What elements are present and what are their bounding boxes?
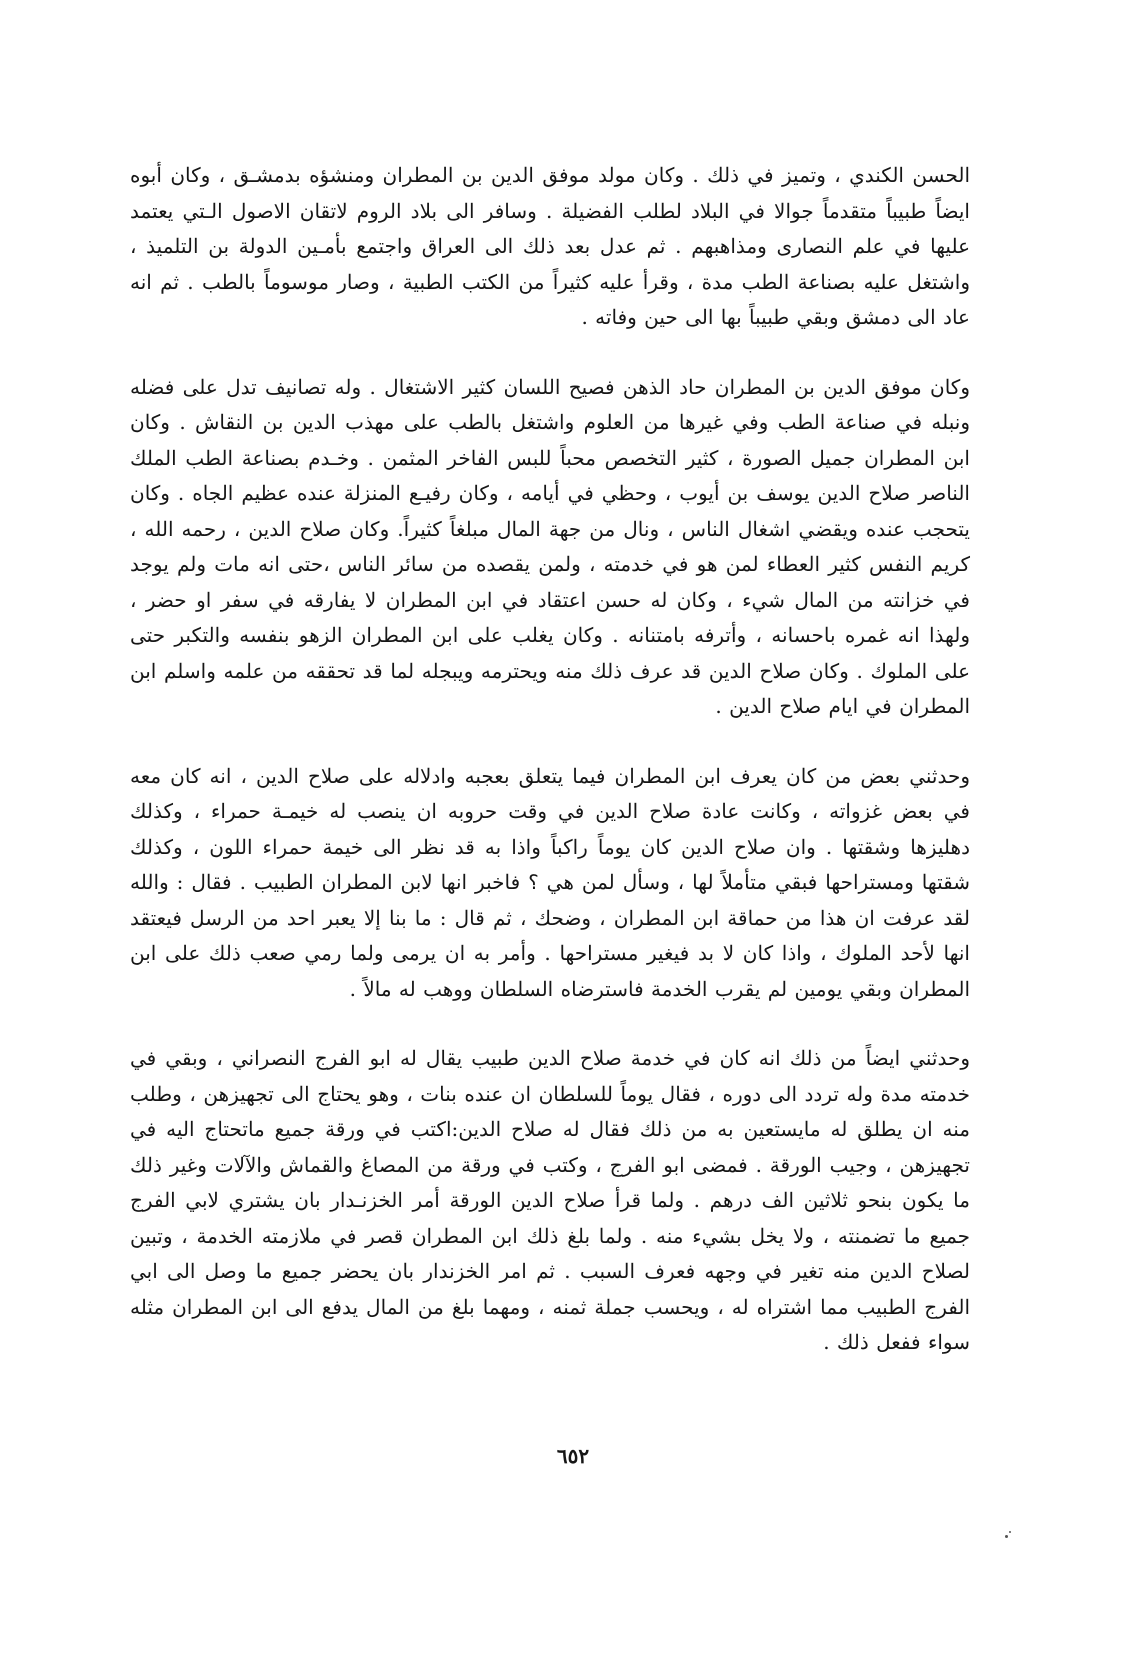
paragraph-3: وحدثني بعض من كان يعرف ابن المطران فيما يتعلق بعجبه وادلاله على صلاح الدين ، انه كان معه في بعض غزواته ، وكانت عادة صلاح الدين في وقت حروبه ان ينصب له خيمـة حمراء ، وكذلك دهليزها وشقتها . وان صلاح الدين كان يوماً راكباً واذا به قد نظر الى خيمة حمراء اللون ، وكذلك شقتها ومستراحها فبقي متأملاً لها ، وسأل لمن هي ؟ فاخبر انها لابن المطران الطبيب . فقال : والله لقد عرفت ان هذا من حماقة ابن المطران ، وضحك ، ثم قال : ما بنا إلا يعبر احد من الرسل فيعتقد انها لأحد الملوك ، واذا كان لا بد فيغير مستراحها . وأمر به ان يرمى ولما رمي صعب ذلك على ابن المطران وبقي يومين لم يقرب الخدمة فاسترضاه السلطان ووهب له مالاً . <box>130 763 970 1001</box>
scan-speck <box>1005 1531 1013 1539</box>
page-number: ٦٥٢ <box>556 1444 590 1468</box>
body-text <box>130 158 970 1361</box>
paragraph-1: الحسن الكندي ، وتميز في ذلك . وكان مولد موفق الدين بن المطران ومنشؤه بدمشـق ، وكان أبوه ايضاً طبيباً متقدماً جوالا في البلاد لطلب الفضيلة . وسافر الى بلاد الروم لاتقان الاصول الـتي يعتمد عليها في علم النصارى ومذاهبهم . ثم عدل بعد ذلك الى العراق واجتمع بأمـين الدولة بن التلميذ ، واشتغل عليه بصناعة الطب مدة ، وقرأ عليه كثيراً من الكتب الطبية ، وصار موسوماً بالطب . ثم انه عاد الى دمشق وبقي طبيباً بها الى حين وفاته . <box>130 163 970 329</box>
paragraph-2: وكان موفق الدين بن المطران حاد الذهن فصيح اللسان كثير الاشتغال . وله تصانيف تدل على فضله ونبله في صناعة الطب وفي غيرها من العلوم واشتغل بالطب على مهذب الدين بن النقاش . وكان ابن المطران جميل الصورة ، كثير التخصص محباً للبس الفاخر المثمن . وخـدم بصناعة الطب الملك الناصر صلاح الدين يوسف بن أيوب ، وحظي في أيامه ، وكان رفيـع المنزلة عنده عظيم الجاه . وكان يتحجب عنده ويقضي اشغال الناس ، ونال من جهة المال مبلغاً كثيراً. وكان صلاح الدين ، رحمه الله ، كريم النفس كثير العطاء لمن هو في خدمته ، ولمن يقصده من سائر الناس ،حتى انه مات ولم يوجد في خزانته من المال شيء ، وكان له حسن اعتقاد في ابن المطران لا يفارقه في سفر او حضر ، ولهذا انه غمره باحسانه ، وأترفه بامتنانه . وكان يغلب على ابن المطران الزهو بنفسه والتكبر حتى على الملوك . وكان صلاح الدين قد عرف ذلك منه ويحترمه ويبجله لما قد تحققه من علمه واسلم ابن المطران في ايام صلاح الدين . <box>130 374 970 718</box>
paragraph-4: وحدثني ايضاً من ذلك انه كان في خدمة صلاح الدين طبيب يقال له ابو الفرج النصراني ، وبقي في خدمته مدة وله تردد الى دوره ، فقال يوماً للسلطان ان عنده بنات ، وهو يحتاج الى تجهيزهن ، وطلب منه ان يطلق له مايستعين به من ذلك فقال له صلاح الدين:اكتب في ورقة جميع ماتحتاج اليه في تجهيزهن ، وجيب الورقة . فمضى ابو الفرج ، وكتب في ورقة من المصاغ والقماش والآلات وغير ذلك ما يكون بنحو ثلاثين الف درهم . ولما قرأ صلاح الدين الورقة أمر الخزنـدار بان يشتري لابي الفرج جميع ما تضمنته ، ولا يخل بشيء منه . ولما بلغ ذلك ابن المطران قصر في ملازمته الخدمة ، وتبين لصلاح الدين منه تغير في وجهه فعرف السبب . ثم امر الخزندار بان يحضر جميع ما وصل الى ابي الفرج الطبيب مما اشتراه له ، ويحسب جملة ثمنه ، ومهما بلغ من المال يدفع الى ابن المطران مثله سواء ففعل ذلك . <box>130 1046 970 1354</box>
